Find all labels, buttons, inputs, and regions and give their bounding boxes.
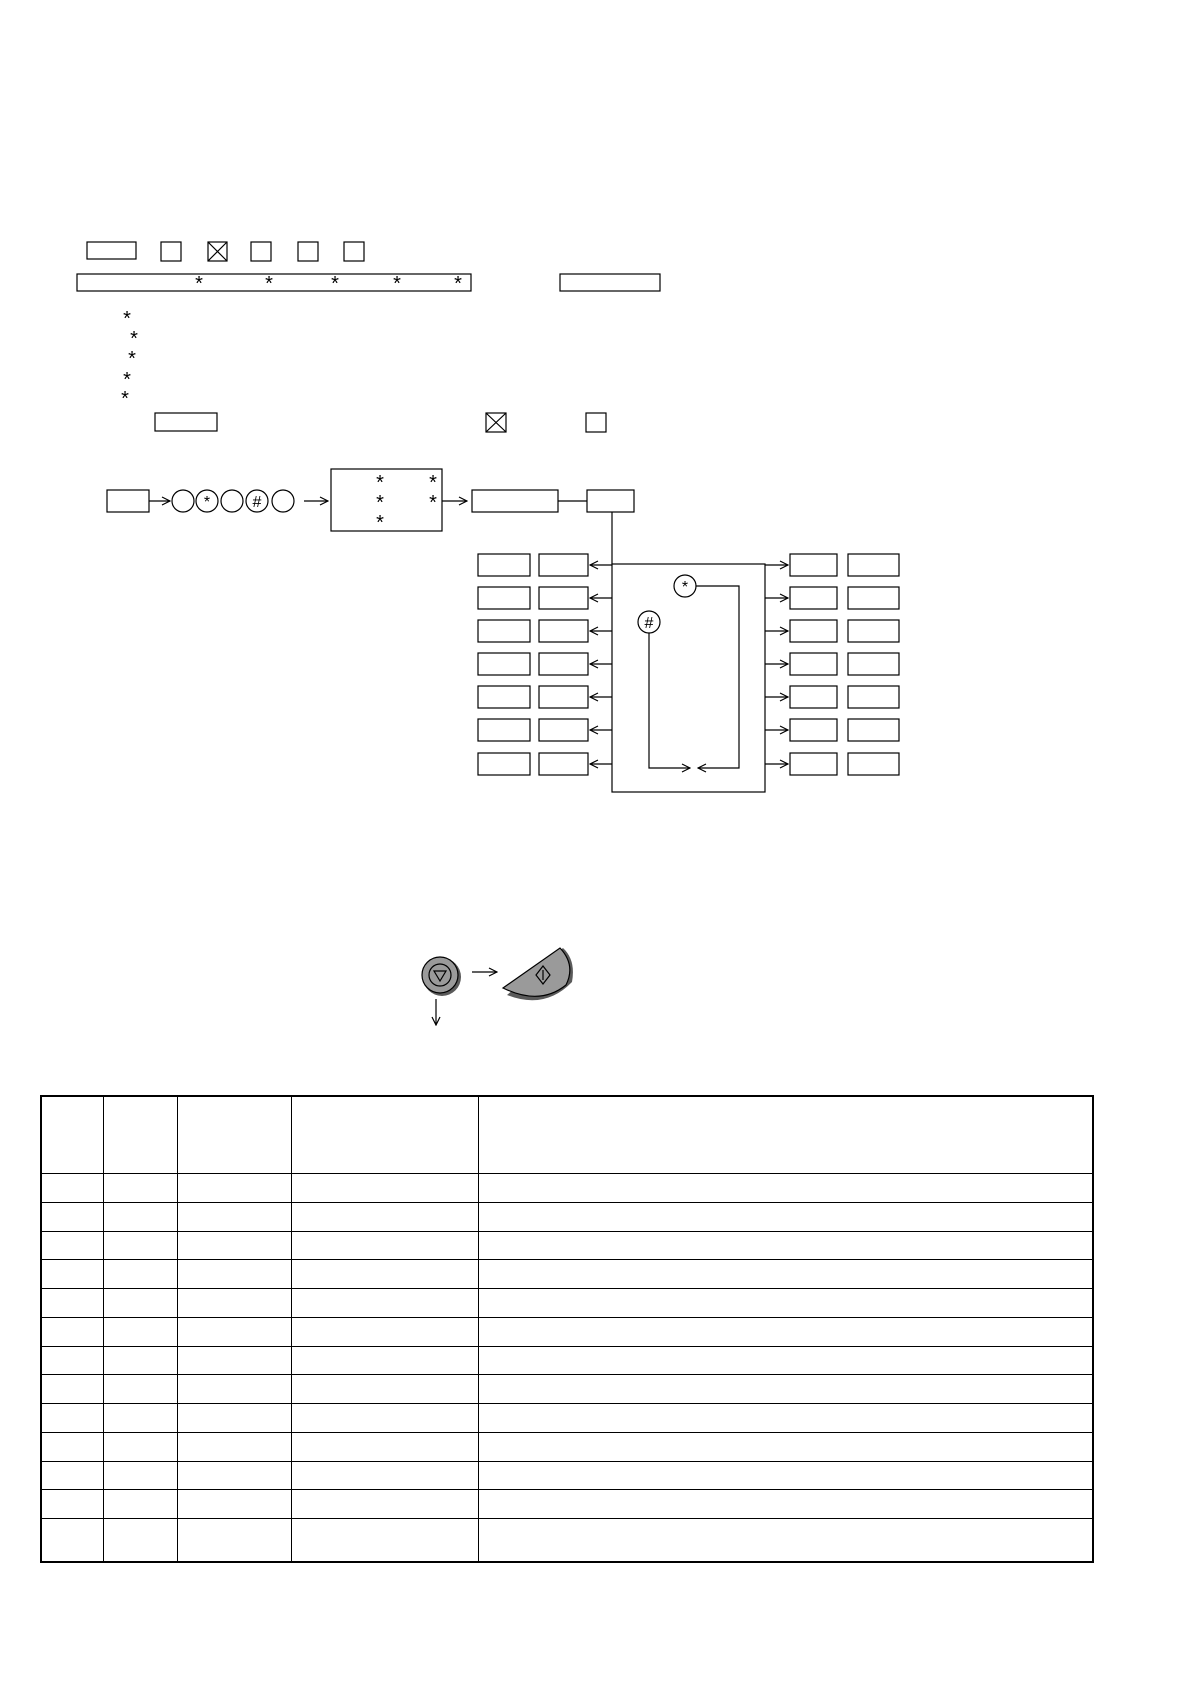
start-mode-box[interactable] [107,490,149,512]
table-cell [291,1432,478,1461]
table-cell [103,1519,177,1562]
display-star: * [429,492,437,514]
mode-row [478,719,612,741]
table-body [41,1174,1093,1563]
table-row [41,1519,1093,1562]
code-table [40,1095,1094,1563]
table-cell [177,1231,291,1260]
table-cell [177,1461,291,1490]
key-sequence-row [87,242,364,261]
mode-row [765,620,899,642]
small-key-box[interactable] [344,242,364,261]
crossed-box-icon [486,413,506,432]
table-row [41,1231,1093,1260]
mode-row [478,753,612,775]
mode-row [765,719,899,741]
table-cell [41,1404,103,1433]
small-key-box[interactable] [298,242,318,261]
table-cell [103,1317,177,1346]
table-cell [41,1317,103,1346]
note-star: * [123,369,131,391]
table-row [41,1375,1093,1404]
table-cell [478,1202,1093,1231]
result-field-box [560,274,660,291]
table-cell [291,1202,478,1231]
table-cell [177,1260,291,1289]
table-cell [291,1317,478,1346]
table-cell [103,1404,177,1433]
table-row [41,1174,1093,1203]
note-star: * [130,328,138,350]
table-cell [478,1346,1093,1375]
long-field-box [77,274,471,291]
mode-row [765,753,899,775]
table-cell [291,1231,478,1260]
field-star: * [265,273,273,295]
table-cell [177,1375,291,1404]
function-key-box[interactable] [155,413,217,431]
mode-code-box[interactable] [790,719,837,741]
field-star: * [331,273,339,295]
table-cell [103,1490,177,1519]
table-cell [478,1432,1093,1461]
table-row [41,1490,1093,1519]
table-cell [103,1260,177,1289]
table-cell [478,1174,1093,1203]
table-row [41,1202,1093,1231]
mode-code-box[interactable] [478,719,530,741]
display-star: * [376,472,384,494]
function-key-box[interactable] [87,242,136,259]
table-cell [291,1375,478,1404]
table-cell [291,1404,478,1433]
small-key-box[interactable] [161,242,181,261]
mode-selector [612,564,765,792]
small-key-box[interactable] [251,242,271,261]
table-cell [478,1231,1093,1260]
mode-name-box[interactable] [848,719,899,741]
star-key-label: * [681,579,689,596]
table-cell [41,1346,103,1375]
table-row [41,1346,1093,1375]
table-cell [177,1346,291,1375]
note-star: * [123,308,131,330]
mode-name-box[interactable] [539,587,588,609]
table-cell [478,1461,1093,1490]
column-header [103,1096,177,1174]
table-cell [41,1289,103,1318]
table-cell [478,1260,1093,1289]
mode-name-box[interactable] [848,620,899,642]
mode-row [765,554,899,576]
table-row [41,1260,1093,1289]
mode-code-box[interactable] [790,753,837,775]
table-header-row [41,1096,1093,1174]
table-cell [478,1289,1093,1318]
column-header [177,1096,291,1174]
mode-select-box [472,490,558,512]
note-star: * [128,348,136,370]
field-star: * [454,273,462,295]
table-cell [103,1231,177,1260]
mode-name-box[interactable] [539,686,588,708]
column-header [41,1096,103,1174]
mode-row [478,554,612,576]
mode-code-box[interactable] [790,653,837,675]
mode-row [765,587,899,609]
table-cell [177,1174,291,1203]
table-cell [41,1174,103,1203]
table-row [41,1317,1093,1346]
table-cell [103,1375,177,1404]
table-cell [103,1174,177,1203]
hash-key-label: # [252,494,262,511]
digit-key-circle[interactable] [221,490,243,512]
selector-symbols [645,579,689,632]
display-symbols [376,472,437,534]
table-cell [478,1519,1093,1562]
digit-key-circle[interactable] [272,490,294,512]
start-key[interactable] [503,948,573,1000]
table-cell [177,1317,291,1346]
display-star: * [429,472,437,494]
table-cell [41,1432,103,1461]
table-row [41,1432,1093,1461]
table-cell [291,1174,478,1203]
table-cell [291,1289,478,1318]
table-cell [177,1490,291,1519]
table-cell [177,1404,291,1433]
mode-name-box[interactable] [539,620,588,642]
table-cell [291,1461,478,1490]
mode-name-box[interactable] [848,686,899,708]
table-cell [103,1461,177,1490]
mode-name-box[interactable] [539,719,588,741]
current-mode-box [587,490,634,512]
mode-code-box[interactable] [790,587,837,609]
digit-key-circle[interactable] [172,490,194,512]
table-cell [41,1202,103,1231]
mode-row [765,686,899,708]
mode-code-box[interactable] [790,554,837,576]
star-key-label: * [203,494,211,511]
table-cell [41,1375,103,1404]
table-cell [177,1519,291,1562]
table-cell [478,1404,1093,1433]
table-cell [103,1289,177,1318]
mode-code-box[interactable] [478,587,530,609]
table-cell [103,1346,177,1375]
note-key-row [155,413,606,432]
code-table-container [40,1095,1094,1563]
mode-name-box[interactable] [848,653,899,675]
mode-name-box[interactable] [848,554,899,576]
display-box [331,469,442,531]
mode-row [765,653,899,675]
field-star: * [195,273,203,295]
table-row [41,1289,1093,1318]
display-star: * [376,492,384,514]
mode-code-box[interactable] [790,686,837,708]
field-row [77,273,660,295]
table-row [41,1404,1093,1433]
table-cell [177,1289,291,1318]
table-cell [291,1490,478,1519]
right-mode-rows [765,554,899,775]
hash-key-label: # [644,615,654,632]
left-mode-rows [478,554,612,775]
mode-code-box[interactable] [790,620,837,642]
note-star: * [121,388,129,410]
note-list [121,308,138,410]
column-header [291,1096,478,1174]
table-cell [291,1346,478,1375]
table-cell [41,1519,103,1562]
mode-row [478,653,612,675]
stop-key[interactable] [422,957,461,996]
table-cell [103,1202,177,1231]
table-cell [478,1490,1093,1519]
table-cell [41,1260,103,1289]
mode-row [478,620,612,642]
mode-name-box[interactable] [539,554,588,576]
table-cell [103,1432,177,1461]
table-cell [177,1432,291,1461]
table-cell [291,1260,478,1289]
entry-flow [107,469,634,564]
keypad-symbols [204,494,262,511]
display-star: * [376,512,384,534]
mode-code-box[interactable] [478,686,530,708]
table-cell [41,1231,103,1260]
table-row [41,1461,1093,1490]
mode-code-box[interactable] [478,653,530,675]
field-star: * [393,273,401,295]
table-cell [41,1461,103,1490]
mode-row [478,587,612,609]
mode-name-box[interactable] [539,753,588,775]
mode-name-box[interactable] [848,753,899,775]
small-key-box[interactable] [586,413,606,432]
crossed-box-icon [208,242,227,261]
table-cell [177,1202,291,1231]
mode-name-box[interactable] [539,653,588,675]
table-cell [291,1519,478,1562]
table-cell [478,1317,1093,1346]
table-cell [478,1375,1093,1404]
column-header [478,1096,1093,1174]
mode-name-box[interactable] [848,587,899,609]
mode-row [478,686,612,708]
mode-selector-box [612,564,765,792]
mode-code-box[interactable] [478,620,530,642]
mode-code-box[interactable] [478,554,530,576]
mode-code-box[interactable] [478,753,530,775]
table-cell [41,1490,103,1519]
